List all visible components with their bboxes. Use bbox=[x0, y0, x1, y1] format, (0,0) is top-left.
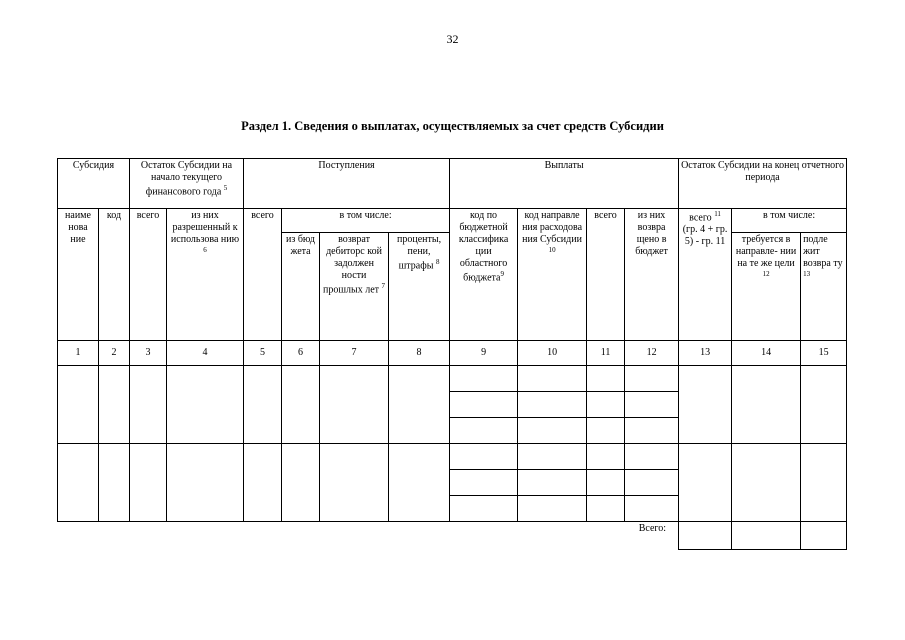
total-label: Всего: bbox=[638, 523, 667, 534]
header-code: код bbox=[99, 209, 130, 341]
header-name: наиме нова ние bbox=[58, 209, 99, 341]
empty-cell bbox=[732, 444, 801, 522]
payments-table bbox=[57, 158, 847, 550]
total-cell bbox=[801, 522, 847, 550]
empty-cell bbox=[625, 418, 679, 444]
column-number: 2 bbox=[99, 341, 130, 366]
total-cell bbox=[732, 522, 801, 550]
column-number: 5 bbox=[244, 341, 282, 366]
header-end-total: всего $^{11}$ (гр. 4 + гр. 5) - гр. 11 bbox=[679, 209, 732, 341]
empty-cell bbox=[625, 366, 679, 392]
empty-cell bbox=[99, 366, 130, 444]
empty-cell bbox=[450, 418, 518, 444]
column-number: 12 bbox=[625, 341, 679, 366]
empty-cell bbox=[518, 418, 587, 444]
table-row bbox=[58, 366, 847, 392]
empty-cell bbox=[58, 444, 99, 522]
header-subsidy: Субсидия bbox=[58, 159, 130, 209]
empty-cell bbox=[587, 444, 625, 470]
empty-cell bbox=[130, 366, 167, 444]
total-cell bbox=[679, 522, 732, 550]
empty-cell bbox=[518, 496, 587, 522]
header-balance-start: Остаток Субсидии на начало текущего финансового года $^5$ bbox=[130, 159, 244, 209]
header-balance-end: Остаток Субсидии на конец отчетного периода bbox=[679, 159, 847, 209]
empty-cell bbox=[450, 470, 518, 496]
header-including: в том числе: bbox=[282, 209, 450, 233]
header-receipts-total: всего bbox=[244, 209, 282, 341]
empty-cell bbox=[587, 366, 625, 392]
header-spending-direction-code: код направле ния расходова ния Субсидии $^{10}$ bbox=[518, 209, 587, 341]
empty-cell bbox=[389, 444, 450, 522]
page-number: 32 bbox=[446, 32, 459, 46]
empty-cell bbox=[518, 366, 587, 392]
empty-cell bbox=[167, 366, 244, 444]
table-row bbox=[58, 444, 847, 470]
section-title: Раздел 1. Сведения о выплатах, осуществляемых за счет средств Субсидии bbox=[241, 119, 664, 133]
empty-cell bbox=[320, 444, 389, 522]
column-number: 11 bbox=[587, 341, 625, 366]
empty-cell bbox=[450, 496, 518, 522]
column-number: 4 bbox=[167, 341, 244, 366]
header-required-same-purpose: требуется в направле- нии на те же цели $^{12}$ bbox=[732, 233, 801, 341]
empty-cell bbox=[320, 366, 389, 444]
column-number: 9 bbox=[450, 341, 518, 366]
column-number: 13 bbox=[679, 341, 732, 366]
empty-cell bbox=[130, 444, 167, 522]
empty-cell bbox=[450, 366, 518, 392]
header-to-be-returned: подле жит возвра ту $^{13}$ bbox=[801, 233, 847, 341]
column-number: 6 bbox=[282, 341, 320, 366]
empty-cell bbox=[625, 392, 679, 418]
empty-cell bbox=[244, 366, 282, 444]
empty-cell bbox=[625, 444, 679, 470]
empty-cell bbox=[518, 444, 587, 470]
header-from-budget: из бюд жета bbox=[282, 233, 320, 341]
header-payments: Выплаты bbox=[450, 159, 679, 209]
empty-cell bbox=[99, 444, 130, 522]
empty-cell bbox=[282, 366, 320, 444]
empty-cell bbox=[58, 366, 99, 444]
header-total: всего bbox=[130, 209, 167, 341]
empty-cell bbox=[587, 496, 625, 522]
empty-cell bbox=[801, 366, 847, 444]
empty-cell bbox=[450, 392, 518, 418]
empty-cell bbox=[518, 470, 587, 496]
empty-cell bbox=[244, 444, 282, 522]
header-receipts: Поступления bbox=[244, 159, 450, 209]
empty-cell bbox=[679, 444, 732, 522]
header-end-including: в том числе: bbox=[732, 209, 847, 233]
empty-cell bbox=[450, 444, 518, 470]
column-number: 1 bbox=[58, 341, 99, 366]
empty-cell bbox=[625, 470, 679, 496]
header-of-them-allowed: из них разрешенный к использова нию $^6$ bbox=[167, 209, 244, 341]
empty-cell bbox=[389, 366, 450, 444]
column-number: 10 bbox=[518, 341, 587, 366]
header-payments-total: всего bbox=[587, 209, 625, 341]
empty-cell bbox=[518, 392, 587, 418]
column-number: 8 bbox=[389, 341, 450, 366]
empty-cell bbox=[679, 366, 732, 444]
empty-cell bbox=[282, 444, 320, 522]
column-number: 15 bbox=[801, 341, 847, 366]
column-number: 7 bbox=[320, 341, 389, 366]
header-interest: проценты, пени, штрафы $^8$ bbox=[389, 233, 450, 341]
total-row bbox=[58, 522, 847, 550]
empty-cell bbox=[801, 444, 847, 522]
header-returned: из них возвра щено в бюджет bbox=[625, 209, 679, 341]
empty-cell bbox=[167, 444, 244, 522]
empty-cell bbox=[587, 470, 625, 496]
empty-cell bbox=[732, 366, 801, 444]
header-debt-return: возврат дебиторс кой задолжен ности прошлых лет $^7$ bbox=[320, 233, 389, 341]
header-budget-class-code: код по бюджетной классифика ции областного бюджета$^9$ bbox=[450, 209, 518, 341]
column-number: 14 bbox=[732, 341, 801, 366]
empty-cell bbox=[625, 496, 679, 522]
column-number: 3 bbox=[130, 341, 167, 366]
empty-cell bbox=[587, 418, 625, 444]
empty-cell bbox=[587, 392, 625, 418]
